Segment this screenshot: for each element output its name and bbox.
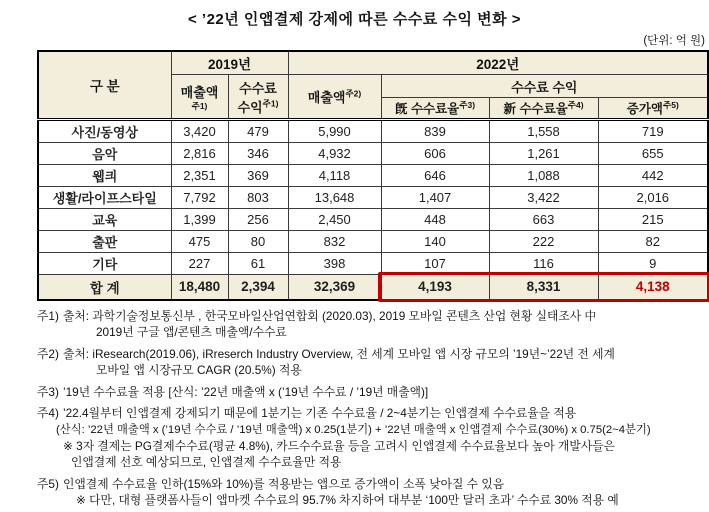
note-ref-2: 주2) bbox=[345, 88, 362, 99]
category-cell: 출판 bbox=[38, 231, 171, 253]
value-cell: 2,351 bbox=[171, 165, 228, 187]
value-cell: 2,816 bbox=[171, 143, 228, 165]
value-cell: 256 bbox=[228, 209, 288, 231]
footnote-label: 주1) bbox=[37, 308, 59, 323]
footnote-label: 주4) bbox=[37, 405, 59, 420]
header-fee-income-2019-line1: 수수료 bbox=[239, 80, 277, 96]
header-revenue-2019-label: 매출액 bbox=[180, 85, 219, 101]
value-cell: 655 bbox=[598, 143, 708, 165]
header-new-rate: 新 수수료율$^{주4)}$ bbox=[489, 98, 598, 120]
value-cell: 803 bbox=[228, 187, 288, 209]
total-increase-cell: 4,138 bbox=[598, 275, 708, 300]
table-row-music bbox=[38, 143, 708, 165]
value-cell: 1,399 bbox=[171, 209, 228, 231]
category-cell: 사진/동영상 bbox=[38, 120, 171, 143]
category-cell: 음악 bbox=[38, 143, 171, 165]
table-row-webtoon bbox=[38, 165, 708, 187]
table-row-others bbox=[38, 253, 708, 275]
value-cell: 3,420 bbox=[171, 120, 228, 143]
footnote-2 bbox=[37, 346, 703, 380]
category-cell: 기타 bbox=[38, 253, 171, 275]
footnote-line: ※ 3자 결제는 PG결제수수료(평균 4.8%), 카드수수료율 등을 고려시 인앱결제 수수료율보다 높아 개발사들은 bbox=[63, 438, 616, 453]
value-cell: 448 bbox=[381, 209, 489, 231]
page-title: < ’22년 인앱결제 강제에 따른 수수료 수익 변화 > bbox=[187, 11, 522, 28]
note-ref-1: 주1) bbox=[191, 101, 208, 112]
value-cell: 646 bbox=[381, 165, 489, 187]
header-old-rate: 旣 수수료율$^{주3)}$ bbox=[381, 98, 489, 120]
value-cell: 4,118 bbox=[288, 165, 381, 187]
footnote-line: ’19년 수수료율 적용 [산식: ’22년 매출액 x (’19년 수수료 / ’19년 매출액)] bbox=[63, 384, 429, 399]
value-cell: 116 bbox=[489, 253, 598, 275]
value-cell: 369 bbox=[228, 165, 288, 187]
footnote-line: 인앱결제 수수료율 인하(15%와 10%)를 적용받는 앱으로 증가액이 소폭 낮아질 수 있음 bbox=[63, 476, 505, 491]
header-fee-income-2019-line2: 수익$^{주1)}$ bbox=[237, 98, 279, 115]
total-value-cell: 18,480 bbox=[171, 275, 228, 300]
footnote-label: 주3) bbox=[37, 384, 59, 399]
header-fee-income-2022: 수수료 수익 bbox=[381, 75, 708, 98]
fee-revenue-table bbox=[37, 50, 709, 301]
total-new-rate-cell: 8,331 bbox=[489, 275, 598, 300]
value-cell: 9 bbox=[598, 253, 708, 275]
value-cell: 82 bbox=[598, 231, 708, 253]
value-cell: 3,422 bbox=[489, 187, 598, 209]
value-cell: 479 bbox=[228, 120, 288, 143]
value-cell: 606 bbox=[381, 143, 489, 165]
footnote-1 bbox=[37, 308, 703, 342]
footnote-line: (산식: ’22년 매출액 x (’19년 수수료 / ’19년 매출액) x 0.25(1분기) + ’22년 매출액 x 인앱결제 수수료(30%) x 0.75(2~4분기) bbox=[56, 423, 651, 436]
header-year-2019: 2019년 bbox=[171, 51, 288, 75]
footnote-line: 출처: 과학기술정보통신부 , 한국모바일산업연합회 (2020.03), 2019 모바일 콘텐츠 산업 현황 실태조사 中 bbox=[63, 308, 597, 323]
total-old-rate-cell: 4,193 bbox=[381, 275, 489, 300]
note-ref-1b: 주1) bbox=[262, 98, 279, 109]
value-cell: 475 bbox=[171, 231, 228, 253]
value-cell: 2,016 bbox=[598, 187, 708, 209]
total-value-cell: 2,394 bbox=[228, 275, 288, 300]
footnote-line: 인앱결제 선호 예상되므로, 인앱결제 수수료율만 적용 bbox=[71, 455, 342, 470]
footnotes bbox=[37, 308, 703, 510]
table-row-education bbox=[38, 209, 708, 231]
header-category: 구 분 bbox=[38, 51, 171, 120]
footnote-line: ※ 다만, 대형 플랫폼사들이 앱마켓 수수료의 95.7% 차지하여 대부분 ‘100만 달러 초과’ 수수료 30% 적용 예 bbox=[76, 493, 619, 508]
header-year-2022: 2022년 bbox=[288, 51, 708, 75]
footnote-line: 2019년 구글 앱/콘텐츠 매출액/수수료 bbox=[96, 325, 287, 340]
value-cell: 2,450 bbox=[288, 209, 381, 231]
value-cell: 140 bbox=[381, 231, 489, 253]
note-ref-5: 주5) bbox=[663, 99, 679, 110]
header-revenue-2019 bbox=[171, 75, 228, 120]
table-row-lifestyle bbox=[38, 187, 708, 209]
value-cell: 663 bbox=[489, 209, 598, 231]
category-cell: 교육 bbox=[38, 209, 171, 231]
value-cell: 61 bbox=[228, 253, 288, 275]
value-cell: 839 bbox=[381, 120, 489, 143]
note-ref-3: 주3) bbox=[459, 99, 476, 110]
footnote-5 bbox=[37, 476, 703, 510]
unit-label: (단위: 억 원) bbox=[643, 35, 705, 47]
table-row-photo-video bbox=[38, 120, 708, 143]
footnote-4 bbox=[37, 405, 703, 471]
footnote-line: 출처: iResearch(2019.06), iRreserch Industry Overview, 전 세계 모바일 앱 시장 규모의 ’19년~’22년 전 세계 bbox=[63, 346, 615, 361]
value-cell: 1,088 bbox=[489, 165, 598, 187]
value-cell: 227 bbox=[171, 253, 228, 275]
header-increase: 증가액$^{주5)}$ bbox=[598, 98, 708, 120]
note-ref-4: 주4) bbox=[567, 99, 584, 110]
value-cell: 1,407 bbox=[381, 187, 489, 209]
total-category-cell: 합 계 bbox=[38, 275, 171, 300]
value-cell: 832 bbox=[288, 231, 381, 253]
value-cell: 4,932 bbox=[288, 143, 381, 165]
table-row-total bbox=[38, 275, 708, 300]
value-cell: 398 bbox=[288, 253, 381, 275]
category-cell: 웹킈 bbox=[38, 165, 171, 187]
value-cell: 442 bbox=[598, 165, 708, 187]
footnote-label: 주2) bbox=[37, 346, 59, 361]
footnote-label: 주5) bbox=[37, 476, 59, 491]
value-cell: 7,792 bbox=[171, 187, 228, 209]
value-cell: 1,558 bbox=[489, 120, 598, 143]
value-cell: 5,990 bbox=[288, 120, 381, 143]
value-cell: 215 bbox=[598, 209, 708, 231]
footnote-line: ’22.4월부터 인앱결제 강제되기 때문에 1분기는 기존 수수료율 / 2~4분기는 인앱결제 수수료율을 적용 bbox=[63, 405, 577, 420]
header-revenue-2022: 매출액$^{주2)}$ bbox=[288, 75, 381, 120]
value-cell: 13,648 bbox=[288, 187, 381, 209]
value-cell: 1,261 bbox=[489, 143, 598, 165]
footnote-line: 모바일 앱 시장규모 CAGR (20.5%) 적용 bbox=[96, 363, 302, 378]
total-value-cell: 32,369 bbox=[288, 275, 381, 300]
value-cell: 107 bbox=[381, 253, 489, 275]
value-cell: 80 bbox=[228, 231, 288, 253]
table-row-publishing bbox=[38, 231, 708, 253]
value-cell: 346 bbox=[228, 143, 288, 165]
value-cell: 222 bbox=[489, 231, 598, 253]
table-wrapper bbox=[37, 50, 707, 301]
value-cell: 719 bbox=[598, 120, 708, 143]
category-cell: 생활/라이프스타일 bbox=[38, 187, 171, 209]
header-fee-income-2019 bbox=[228, 75, 288, 120]
footnote-3 bbox=[37, 384, 703, 401]
